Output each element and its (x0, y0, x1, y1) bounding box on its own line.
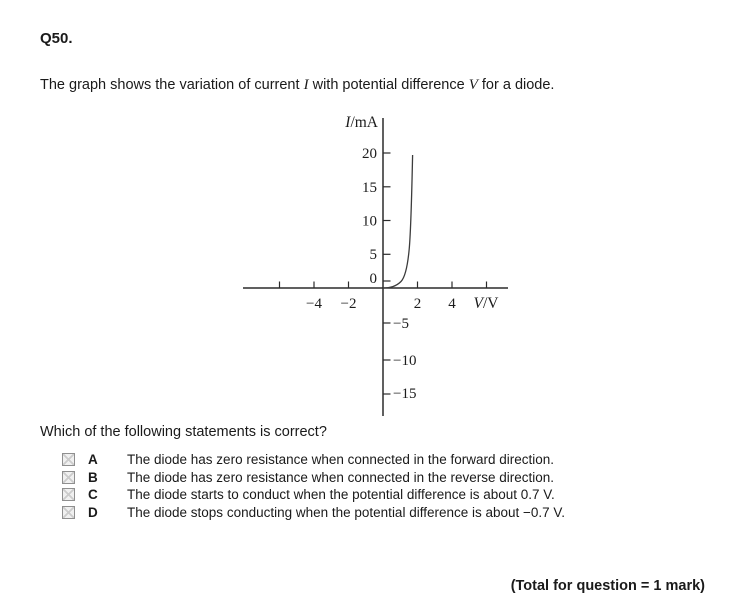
answer-options (62, 451, 565, 521)
x-tick-label-4: 4 (448, 296, 456, 312)
option-d-checkbox[interactable] (62, 506, 75, 519)
option-c-letter: C (88, 487, 98, 503)
option-b-letter: B (88, 469, 98, 485)
y-axis-ticks (383, 153, 391, 394)
y-tick-label-neg5: −5 (393, 316, 409, 332)
x-axis-label: V/V (473, 295, 499, 312)
question-number: Q50. (40, 30, 73, 47)
option-row-c (62, 486, 565, 504)
diode-curve (383, 155, 413, 288)
y-tick-label-neg15: −15 (393, 386, 417, 402)
option-row-a (62, 451, 565, 469)
y-tick-label-neg10: −10 (393, 353, 417, 369)
y-tick-label-5: 5 (369, 247, 377, 263)
symbol-current-I: I (303, 77, 309, 93)
option-a-text: The diode has zero resistance when connected in the forward direction. (127, 452, 554, 468)
intro-text-2: with potential difference (308, 77, 469, 93)
x-tick-label-neg2: −2 (340, 296, 357, 312)
option-a-letter: A (88, 452, 98, 468)
option-b-text: The diode has zero resistance when connected in the reverse direction. (127, 469, 554, 485)
option-row-d (62, 504, 565, 522)
option-c-text: The diode starts to conduct when the potential difference is about 0.7 V. (127, 487, 555, 503)
option-c-checkbox[interactable] (62, 488, 75, 501)
diode-iv-graph (230, 105, 520, 425)
option-row-b (62, 469, 565, 487)
option-d-letter: D (88, 504, 98, 520)
intro-text-3: for a diode. (477, 77, 555, 93)
intro-text-1: The graph shows the variation of current (40, 77, 304, 93)
y-tick-label-0: 0 (369, 271, 377, 287)
option-d-text: The diode stops conducting when the potential difference is about −0.7 V. (127, 504, 565, 520)
y-axis-label: I/mA (345, 114, 378, 131)
y-tick-label-20: 20 (362, 146, 377, 162)
y-tick-label-10: 10 (362, 213, 377, 230)
question-intro (40, 77, 554, 94)
x-tick-label-2: 2 (413, 296, 422, 312)
symbol-voltage-V: V (468, 77, 478, 93)
total-marks: (Total for question = 1 mark) (510, 578, 705, 594)
option-a-checkbox[interactable] (62, 453, 75, 466)
option-b-checkbox[interactable] (62, 471, 75, 484)
x-tick-label-neg4: −4 (306, 296, 322, 312)
question-stem: Which of the following statements is correct? (40, 424, 327, 440)
y-tick-label-15: 15 (362, 180, 377, 196)
